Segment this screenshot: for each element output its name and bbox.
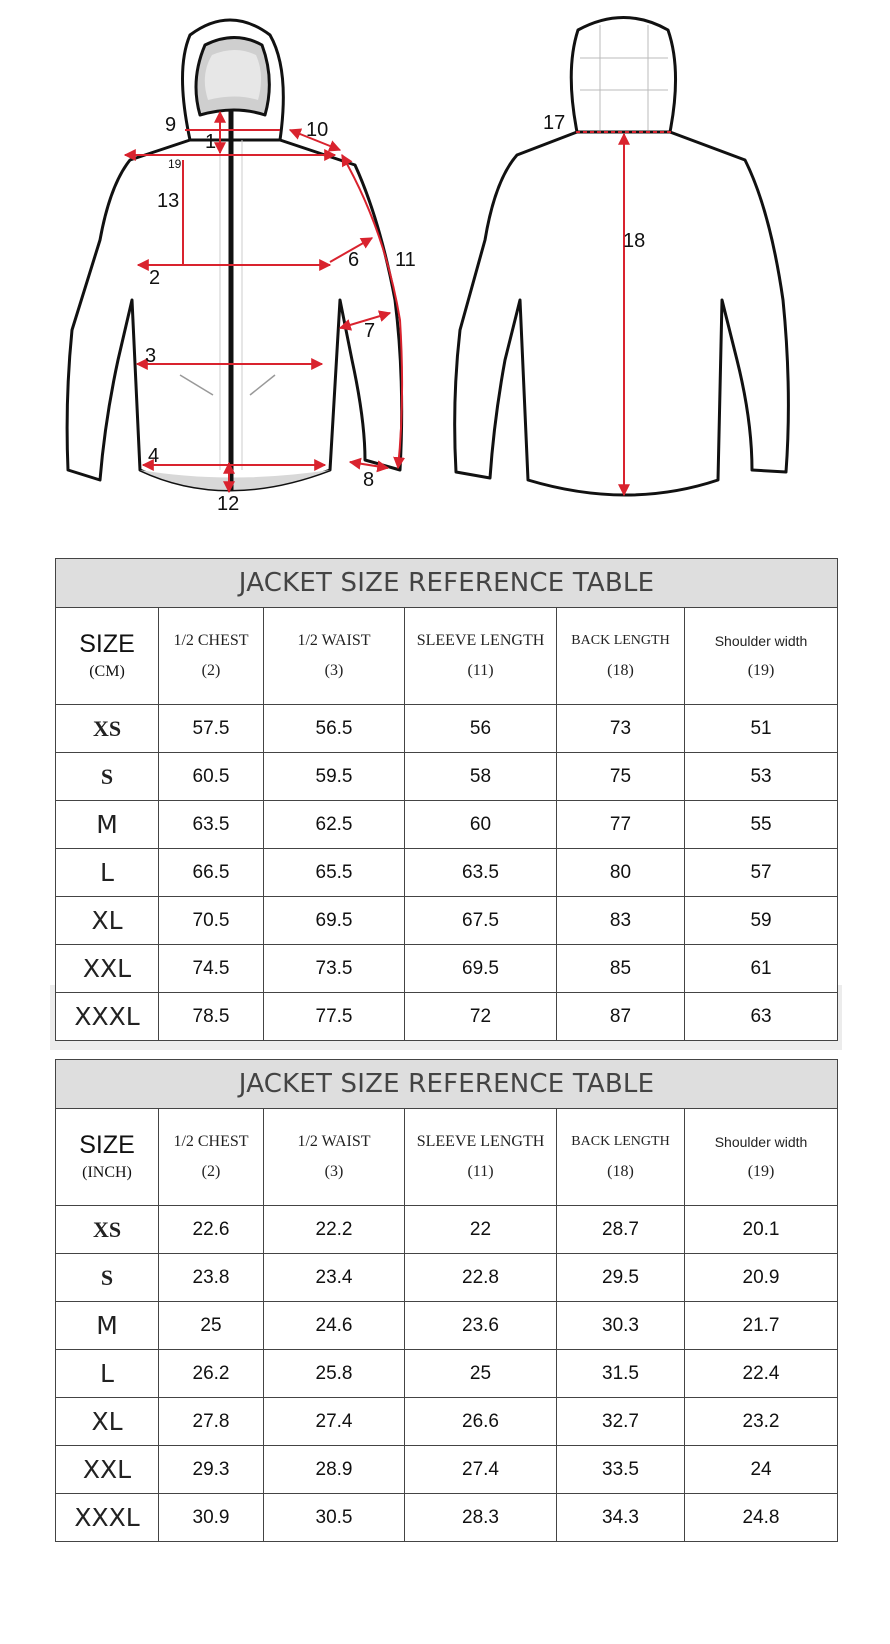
table-row: XXL 29.3 28.9 27.4 33.5 24 [56, 1446, 838, 1494]
header-size [56, 1109, 159, 1206]
label-7: 7 [364, 320, 376, 342]
label-19: 19 [168, 157, 182, 171]
header-chest: 1/2 CHEST (2) [159, 1109, 264, 1206]
table-row: L 26.2 25.8 25 31.5 22.4 [56, 1350, 838, 1398]
header-shoulder: Shoulder width (19) [685, 608, 838, 705]
header-waist: 1/2 WAIST (3) [264, 608, 405, 705]
label-3: 3 [145, 345, 157, 367]
table-row: S 23.8 23.4 22.8 29.5 20.9 [56, 1254, 838, 1302]
table-row: XXXL 30.9 30.5 28.3 34.3 24.8 [56, 1494, 838, 1542]
label-1: 1 [205, 131, 217, 153]
table-row: XS 57.5 56.5 56 73 51 [56, 705, 838, 753]
label-6: 6 [348, 249, 360, 271]
label-11: 11 [395, 249, 416, 271]
header-shoulder: Shoulder width (19) [685, 1109, 838, 1206]
table-title: JACKET SIZE REFERENCE TABLE [56, 559, 838, 608]
label-8: 8 [363, 469, 375, 491]
unit-label: (CM) [89, 663, 125, 680]
table-row: XXL 74.5 73.5 69.5 85 61 [56, 945, 838, 993]
header-size [56, 608, 159, 705]
table-row: M 25 24.6 23.6 30.3 21.7 [56, 1302, 838, 1350]
header-waist: 1/2 WAIST (3) [264, 1109, 405, 1206]
table-row: XL 70.5 69.5 67.5 83 59 [56, 897, 838, 945]
label-10: 10 [306, 119, 329, 141]
header-chest: 1/2 CHEST (2) [159, 608, 264, 705]
table-row: XXXL 78.5 77.5 72 87 63 [56, 993, 838, 1041]
label-4: 4 [148, 445, 160, 467]
table-row: M 63.5 62.5 60 77 55 [56, 801, 838, 849]
table-title: JACKET SIZE REFERENCE TABLE [56, 1060, 838, 1109]
label-17: 17 [543, 112, 566, 134]
table-row: XL 27.8 27.4 26.6 32.7 23.2 [56, 1398, 838, 1446]
size-label: SIZE [79, 630, 135, 658]
header-back: BACK LENGTH (18) [557, 1109, 685, 1206]
size-label: SIZE [79, 1131, 135, 1159]
header-sleeve: SLEEVE LENGTH (11) [405, 608, 557, 705]
label-9: 9 [165, 114, 177, 136]
label-12: 12 [217, 493, 240, 515]
label-13: 13 [157, 190, 180, 212]
table-row: L 66.5 65.5 63.5 80 57 [56, 849, 838, 897]
jacket-measurement-diagram [0, 0, 890, 550]
unit-label: (INCH) [82, 1164, 132, 1181]
header-back: BACK LENGTH (18) [557, 608, 685, 705]
label-2: 2 [149, 267, 161, 289]
table-row: XS 22.6 22.2 22 28.7 20.1 [56, 1206, 838, 1254]
size-table-cm [55, 558, 838, 1041]
size-table-inch [55, 1059, 838, 1542]
table-row: S 60.5 59.5 58 75 53 [56, 753, 838, 801]
header-sleeve: SLEEVE LENGTH (11) [405, 1109, 557, 1206]
back-jacket-illustration [455, 18, 789, 496]
label-18: 18 [623, 230, 646, 252]
